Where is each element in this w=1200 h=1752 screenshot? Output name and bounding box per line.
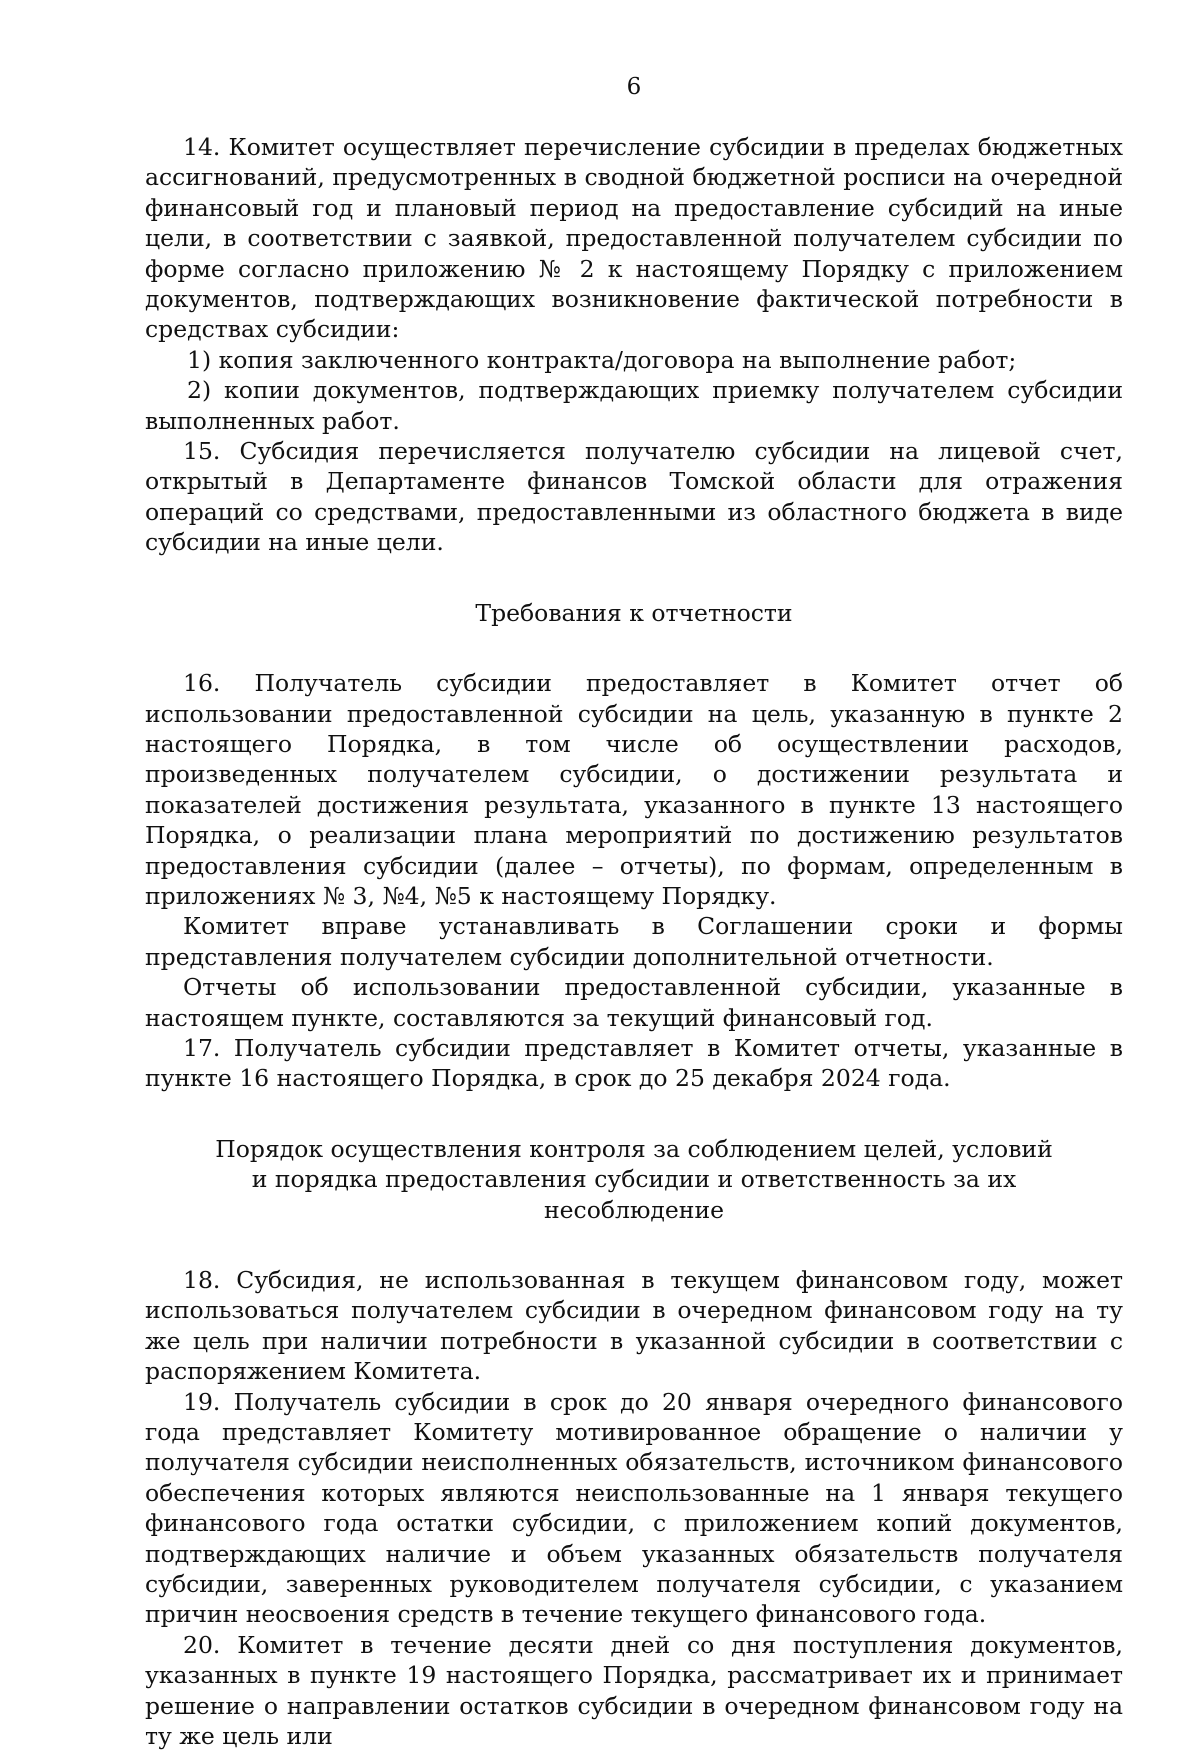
page-number: 6 (626, 74, 642, 100)
paragraph-14-item-2: 2) копии документов, подтверждающих приемку получателем субсидии выполненных работ. (145, 376, 1123, 435)
paragraph-16-additional: Комитет вправе устанавливать в Соглашении сроки и формы представления получателем субсидии дополнительной отчетности. (145, 912, 1123, 971)
paragraph-16-reports-period: Отчеты об использовании предоставленной субсидии, указанные в настоящем пункте, составляются за текущий финансовый год. (145, 973, 1123, 1032)
section-heading-reporting: Требования к отчетности (475, 598, 793, 627)
paragraph-14-item-1: 1) копия заключенного контракта/договора на выполнение работ; (187, 345, 1017, 374)
section-heading-control: Порядок осуществления контроля за соблюдением целей, условий и порядка предоставления субсидии и ответственность за их несоблюдение (215, 1134, 1053, 1224)
paragraph-15: 15. Субсидия перечисляется получателю субсидии на лицевой счет, открытый в Департаменте финансов Томской области для отражения операций со средствами, предоставленными из областного бюджета в виде субсидии на иные цели. (145, 437, 1123, 557)
paragraph-20: 20. Комитет в течение десяти дней со дня поступления документов, указанных в пункте 19 настоящего Порядка, рассматривает их и принимает решение о направлении остатков субсидии в очередном финансовом году на ту же цель или (145, 1630, 1123, 1751)
paragraph-18: 18. Субсидия, не использованная в текущем финансовом году, может использоваться получателем субсидии в очередном финансовом году на ту же цель при наличии потребности в указанной субсидии в соответствии с распоряжением Комитета. (145, 1266, 1123, 1386)
paragraph-14: 14. Комитет осуществляет перечисление субсидии в пределах бюджетных ассигнований, предусмотренных в сводной бюджетной росписи на очередной финансовый год и плановый период на предоставление субсидий на иные цели, в соответствии с заявкой, предоставленной получателем субсидии по форме согласно приложению № 2 к настоящему Порядку с приложением документов, подтверждающих возникновение фактической потребности в средствах субсидии: (145, 133, 1123, 344)
paragraph-17: 17. Получатель субсидии представляет в Комитет отчеты, указанные в пункте 16 настоящего Порядка, в срок до 25 декабря 2024 года. (145, 1033, 1123, 1093)
paragraph-19: 19. Получатель субсидии в срок до 20 января очередного финансового года представляет Комитету мотивированное обращение о наличии у получателя субсидии неисполненных обязательств, источником финансового обеспечения которых являются неиспользованные на 1 января текущего финансового года остатки субсидии, с приложением копий документов, подтверждающих наличие и объем указанных обязательств получателя субсидии, заверенных руководителем получателя субсидии, с указанием причин неосвоения средств в течение текущего финансового года. (145, 1387, 1123, 1629)
paragraph-16: 16. Получатель субсидии предоставляет в Комитет отчет об использовании предоставленной субсидии на цель, указанную в пункте 2 настоящего Порядка, в том числе об осуществлении расходов, произведенных получателем субсидии, о достижении результата и показателей достижения результата, указанного в пункте 13 настоящего Порядка, о реализации плана мероприятий по достижению результатов предоставления субсидии (далее – отчеты), по формам, определенным в приложениях № 3, №4, №5 к настоящему Порядку. (145, 669, 1123, 910)
document-body (145, 132, 1123, 1752)
